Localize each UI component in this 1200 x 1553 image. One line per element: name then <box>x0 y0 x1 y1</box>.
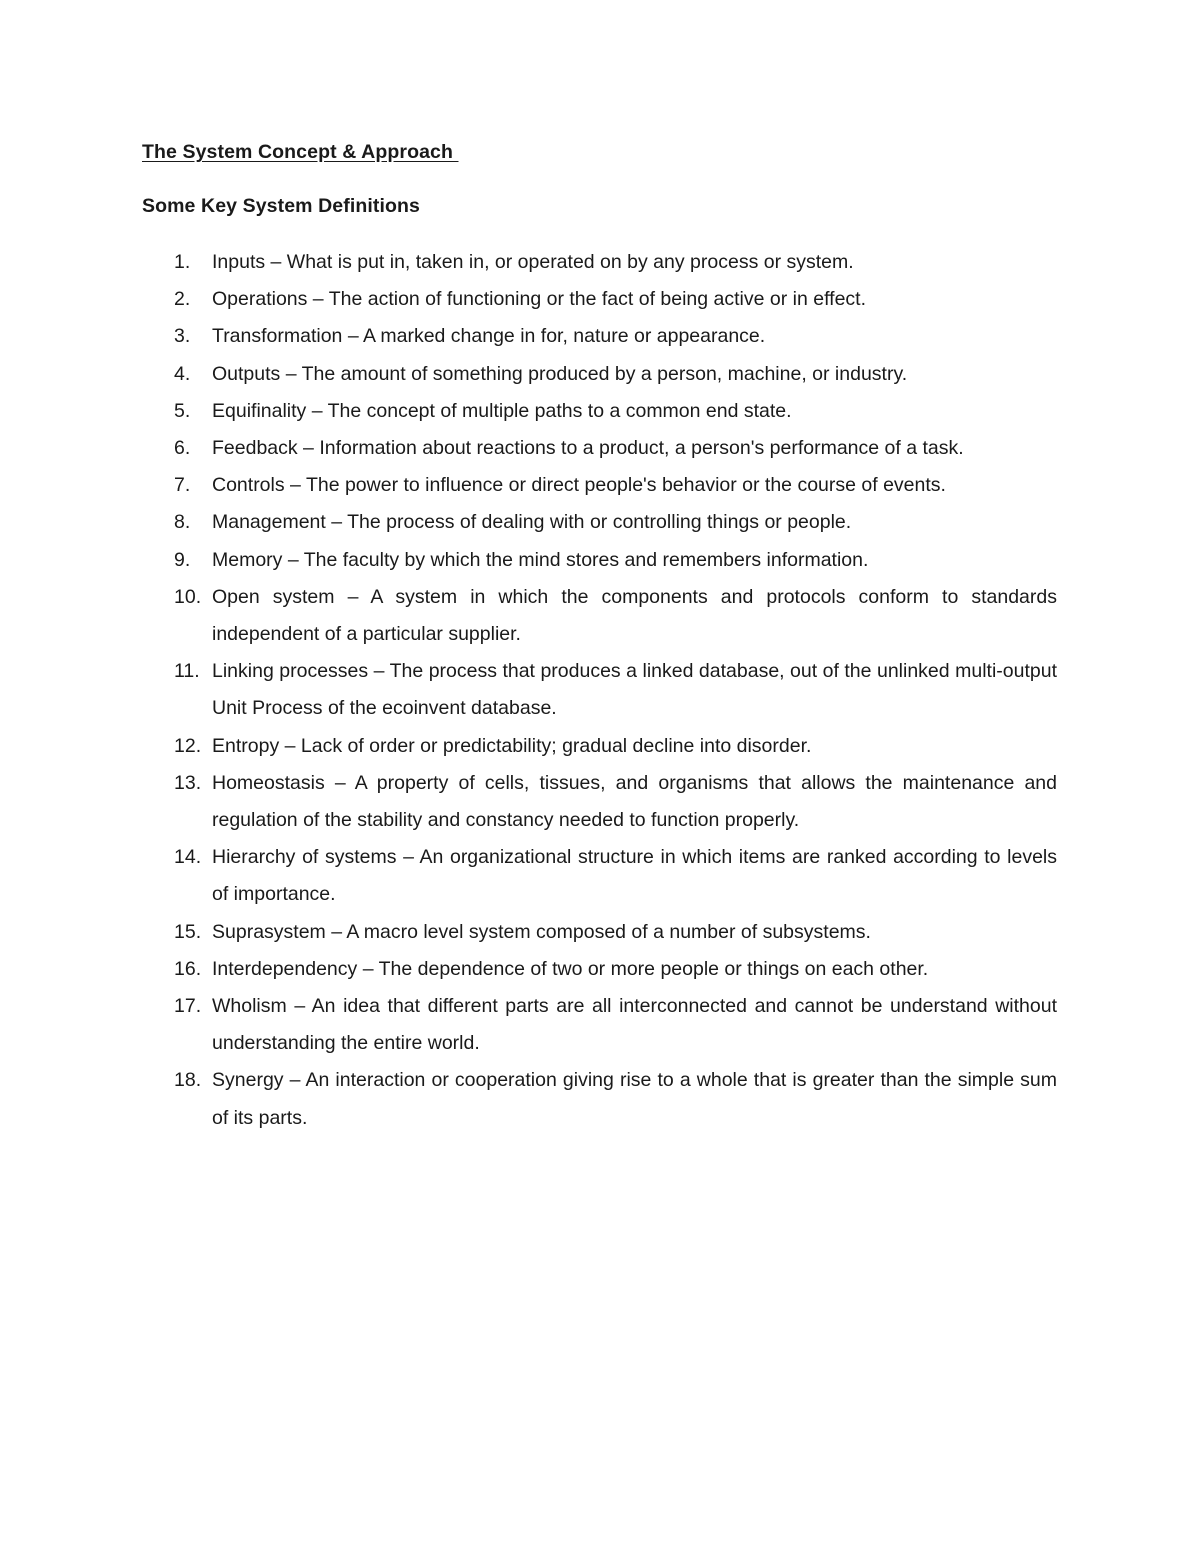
list-item-text: Inputs – What is put in, taken in, or operated on by any process or system. <box>212 251 854 273</box>
list-item-text: Suprasystem – A macro level system composed of a number of subsystems. <box>212 920 871 943</box>
list-item-text: Feedback – Information about reactions to a product, a person's performance of a task. <box>212 437 964 460</box>
list-item <box>0 839 1200 913</box>
list-item-number: 12. <box>174 734 202 757</box>
list-item-number: 7. <box>174 474 191 497</box>
list-item-text: Wholism – An idea that different parts are all interconnected and cannot be understand without understanding the entire world. <box>212 995 1057 1055</box>
list-item-number: 3. <box>174 325 191 348</box>
list-item <box>0 393 1200 430</box>
list-item <box>0 914 1200 951</box>
list-item <box>0 356 1200 393</box>
list-item <box>0 1062 1200 1136</box>
list-item-text: Entropy – Lack of order or predictability; gradual decline into disorder. <box>212 734 812 757</box>
list-item <box>0 653 1200 727</box>
list-item <box>0 504 1200 541</box>
list-item-text: Management – The process of dealing with or controlling things or people. <box>212 511 852 534</box>
list-item-number: 1. <box>174 251 191 273</box>
list-item-number: 6. <box>174 437 191 460</box>
list-item-number: 14. <box>174 846 202 869</box>
list-item-number: 11. <box>174 660 200 683</box>
list-item-number: 17. <box>174 995 202 1018</box>
list-item-number: 18. <box>174 1069 202 1092</box>
list-item <box>0 467 1200 504</box>
list-item-number: 9. <box>174 548 191 571</box>
list-item-text: Outputs – The amount of something produced by a person, machine, or industry. <box>212 362 908 385</box>
list-item <box>0 430 1200 467</box>
list-item-text: Homeostasis – A property of cells, tissues, and organisms that allows the maintenance and regulation of the stability and constancy needed to function properly. <box>212 771 1057 832</box>
list-item <box>0 318 1200 355</box>
list-item-text: Equifinality – The concept of multiple paths to a common end state. <box>212 399 792 422</box>
list-item-number: 16. <box>174 957 202 980</box>
list-item <box>0 281 1200 318</box>
list-item-text: Open system – A system in which the components and protocols conform to standards independent of a particular supplier. <box>212 585 1057 646</box>
list-item <box>0 728 1200 765</box>
list-item <box>0 244 1200 281</box>
list-item-text: Hierarchy of systems – An organizational structure in which items are ranked according to levels of importance. <box>212 846 1057 906</box>
list-item-text: Transformation – A marked change in for, nature or appearance. <box>212 325 766 348</box>
list-item <box>0 951 1200 988</box>
list-item-number: 10. <box>174 585 202 608</box>
list-item <box>0 579 1200 653</box>
list-item-number: 5. <box>174 399 191 422</box>
list-item-text: Memory – The faculty by which the mind stores and remembers information. <box>212 548 869 571</box>
list-item-text: Operations – The action of functioning or the fact of being active or in effect. <box>212 288 867 311</box>
list-item <box>0 542 1200 579</box>
list-item-text: Linking processes – The process that produces a linked database, out of the unlinked multi-output Unit Process of the ecoinvent database. <box>212 660 1057 720</box>
list-item-number: 2. <box>174 288 191 311</box>
list-item-text: Controls – The power to influence or direct people's behavior or the course of events. <box>212 474 946 497</box>
list-item-number: 8. <box>174 511 191 534</box>
list-item-number: 13. <box>174 771 202 794</box>
list-item <box>0 765 1200 839</box>
list-item-number: 4. <box>174 362 191 385</box>
section-heading: Some Key System Definitions <box>142 195 420 217</box>
definitions-list <box>0 244 1200 1137</box>
list-item-text: Synergy – An interaction or cooperation giving rise to a whole that is greater than the simple sum of its parts. <box>212 1069 1057 1129</box>
document-title: The System Concept & Approach <box>142 141 459 163</box>
list-item <box>0 988 1200 1062</box>
list-item-number: 15. <box>174 920 202 943</box>
list-item-text: Interdependency – The dependence of two or more people or things on each other. <box>212 957 929 980</box>
